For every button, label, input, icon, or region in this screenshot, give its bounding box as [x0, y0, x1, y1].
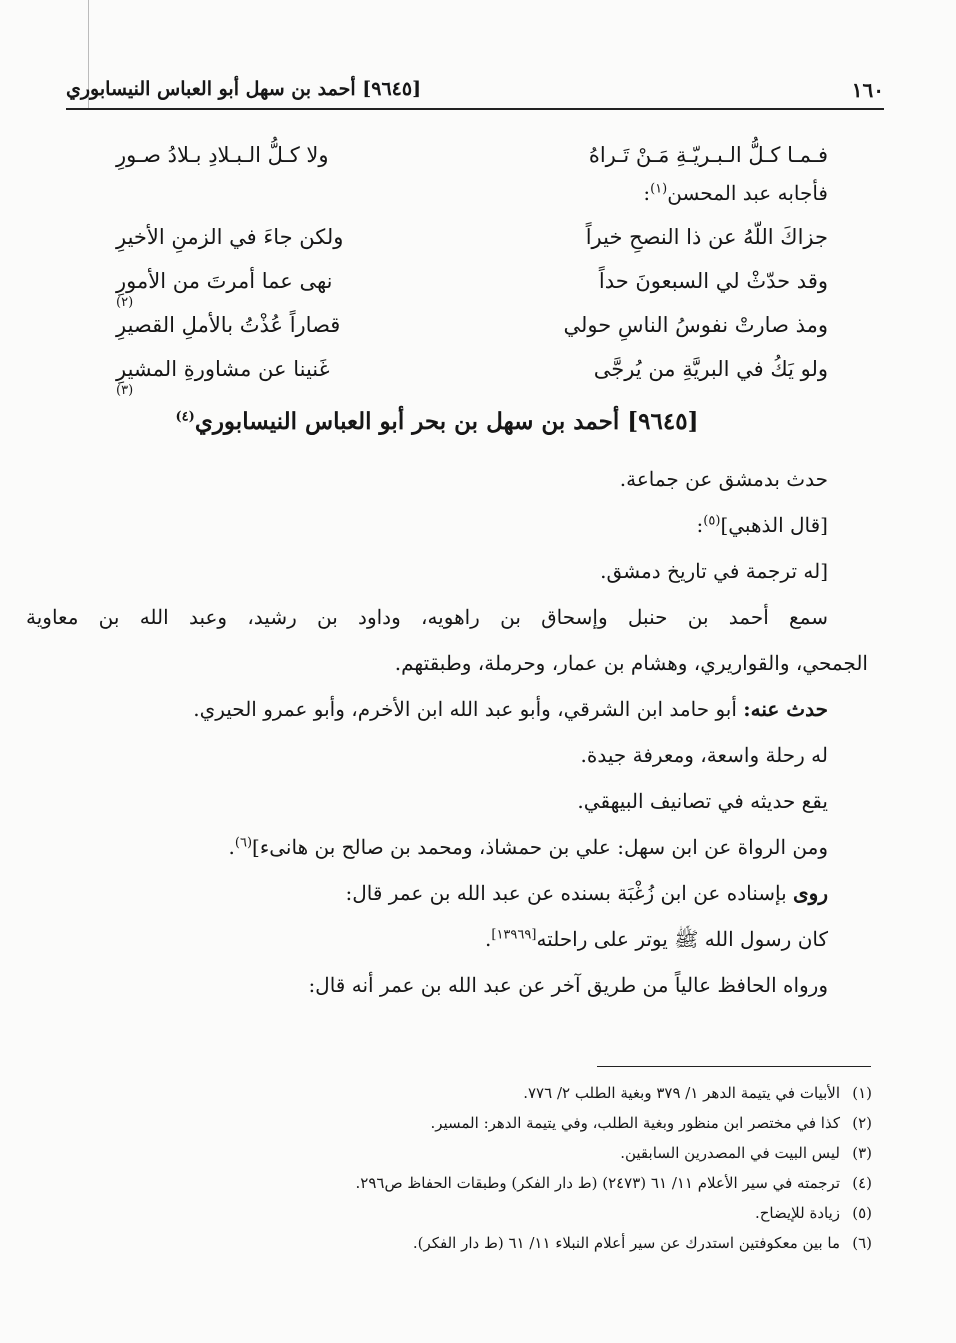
footnote-text: كذا في مختصر ابن منظور وبغية الطلب، وفي يتيمة الدهر: المسير.: [430, 1114, 840, 1132]
footnote-ref: (٥): [703, 513, 721, 529]
footnote-ref: (٣): [116, 383, 134, 398]
paragraph: [66, 502, 828, 548]
footnote-number: (٤): [852, 1174, 872, 1192]
footnote-ref: (٦): [234, 835, 253, 851]
label-bold: روى: [793, 881, 828, 905]
footnote-text: ما بين معكوفتين استدرك عن سير أعلام النبلاء ١١/ ٦١ (ط دار الفكر).: [412, 1234, 840, 1252]
poem-couplet: [116, 268, 828, 312]
footnote: [312, 1078, 872, 1108]
entry-title-text: [٩٦٤٥] أحمد بن سهل بن بحر أبو العباس النيسابوري: [194, 408, 699, 435]
entry-body: [26, 456, 868, 1008]
poem-second: [116, 224, 828, 400]
footnote-separator: [597, 1066, 871, 1067]
main-text: [26, 142, 868, 1008]
hemistich-second: [116, 224, 446, 268]
reply-colon: :: [643, 181, 651, 205]
paragraph: [66, 686, 828, 732]
footnote-number: (٣): [852, 1144, 872, 1162]
footnotes: [312, 1078, 872, 1258]
footnote: [312, 1168, 872, 1198]
hemistich-text: غَنينا عن مشاورةِ المشيرِ: [116, 357, 330, 381]
footnote-number: (٢): [852, 1114, 872, 1132]
paragraph: له رحلة واسعة، ومعرفة جيدة.: [580, 743, 828, 767]
hemistich-first: ولو يَكُ في البريَّةِ من يُرجَّى: [593, 357, 828, 381]
footnote-ref: (١): [650, 181, 668, 197]
paragraph: ورواه الحافظ عالياً من طريق آخر عن عبد الله بن عمر أنه قال:: [308, 973, 828, 997]
paragraph-tail: .: [228, 835, 235, 859]
paragraph: [66, 824, 828, 870]
hemistich-text: نهى عما أمرتَ من الأمورِ: [116, 269, 333, 293]
label-bold: حدث عنه:: [743, 697, 828, 721]
paragraph: [66, 916, 828, 962]
paragraph-tail: :: [696, 513, 704, 537]
footnote-ref: (٤): [175, 409, 195, 425]
paragraph-text: كان رسول الله ﷺ يوتر على راحلته: [536, 927, 828, 951]
paragraph: [له ترجمة في تاريخ دمشق.: [600, 559, 828, 583]
footnote: [312, 1198, 872, 1228]
paragraph-text: [قال الذهبي]: [720, 513, 828, 537]
paragraph-tail: .: [485, 927, 492, 951]
paragraph-line: سمع أحمد بن حنبل وإسحاق بن راهويه، وداود بن رشيد، وعبد الله بن معاوية: [26, 605, 828, 629]
footnote-text: الأبيات في يتيمة الدهر ١/ ٣٧٩ وبغية الطلب ٢/ ٧٧٦.: [523, 1084, 840, 1102]
footnote-text: ليس البيت في المصدرين السابقين.: [620, 1144, 840, 1162]
hemistich-second: [116, 356, 446, 400]
footnote: [312, 1228, 872, 1258]
footnote: [312, 1108, 872, 1138]
entry-heading: [66, 400, 808, 456]
poem-couplet: [116, 224, 828, 268]
paragraph-text: ومن الرواة عن ابن سهل: علي بن حمشاذ، ومحمد بن صالح بن هانىء]: [252, 835, 828, 859]
footnote-number: (٥): [852, 1204, 872, 1222]
hemistich-first: وقد حدّثْ لي السبعونَ حداً: [598, 269, 828, 293]
page-number: ١٦٠: [851, 78, 884, 102]
running-title: [٩٦٤٥] أحمد بن سهل أبو العباس النيسابوري: [66, 78, 422, 100]
hemistich-text: قصاراً عُذْتُ بالأملِ القصيرِ: [116, 313, 341, 337]
poem-couplet: [116, 312, 828, 356]
paragraph-line: الجمحي، والقواريري، وهشام بن عمار، وحرملة، وطبقتهم.: [394, 651, 868, 675]
footnote-number: (٦): [852, 1234, 872, 1252]
paragraph: حدث بدمشق عن جماعة.: [619, 467, 828, 491]
hemistich-first: جزاكَ اللّهُ عن ذا النصحِ خيراً: [585, 225, 828, 249]
footnote-text: ترجمته في سير الأعلام ١١/ ٦١ (٢٤٧٣) (ط دار الفكر) وطبقات الحفاظ ص٢٩٦.: [355, 1174, 840, 1192]
footnote-number: (١): [852, 1084, 872, 1102]
hemistich-first: ومذ صارتْ نفوسُ الناسِ حولي: [563, 313, 828, 337]
paragraph-text: بإسناده عن ابن زُغْبَة بسنده عن عبد الله بن عمر قال:: [345, 881, 787, 905]
paragraph-text: أبو حامد ابن الشرقي، وأبو عبد الله ابن الأخرم، وأبو عمرو الحيري.: [193, 697, 737, 721]
hemistich-second: ولا كـلُّ الـبـلادِ بـلادُ صـورِ: [116, 143, 329, 167]
page-header: [66, 78, 884, 110]
hemistich-text: ولكن جاءَ في الزمنِ الأخيرِ: [116, 225, 344, 249]
footnote: [312, 1138, 872, 1168]
footnote-ref: (٢): [116, 295, 134, 310]
hemistich-second: [116, 268, 446, 312]
paragraph: يقع حديثه في تصانيف البيهقي.: [577, 789, 828, 813]
reply-line: [66, 180, 828, 224]
paragraph: [66, 870, 828, 916]
hadith-number: [١٣٩٦٩]: [491, 927, 537, 943]
hemistich-first: فـمـا كـلُّ الـبـريّـةِ مَـنْ تَـراهُ: [588, 143, 828, 167]
footnote-text: زيادة للإيضاح.: [754, 1204, 840, 1222]
poem-couplet: [116, 356, 828, 400]
reply-text: فأجابه عبد المحسن: [667, 181, 828, 205]
hemistich-second: [116, 312, 446, 356]
